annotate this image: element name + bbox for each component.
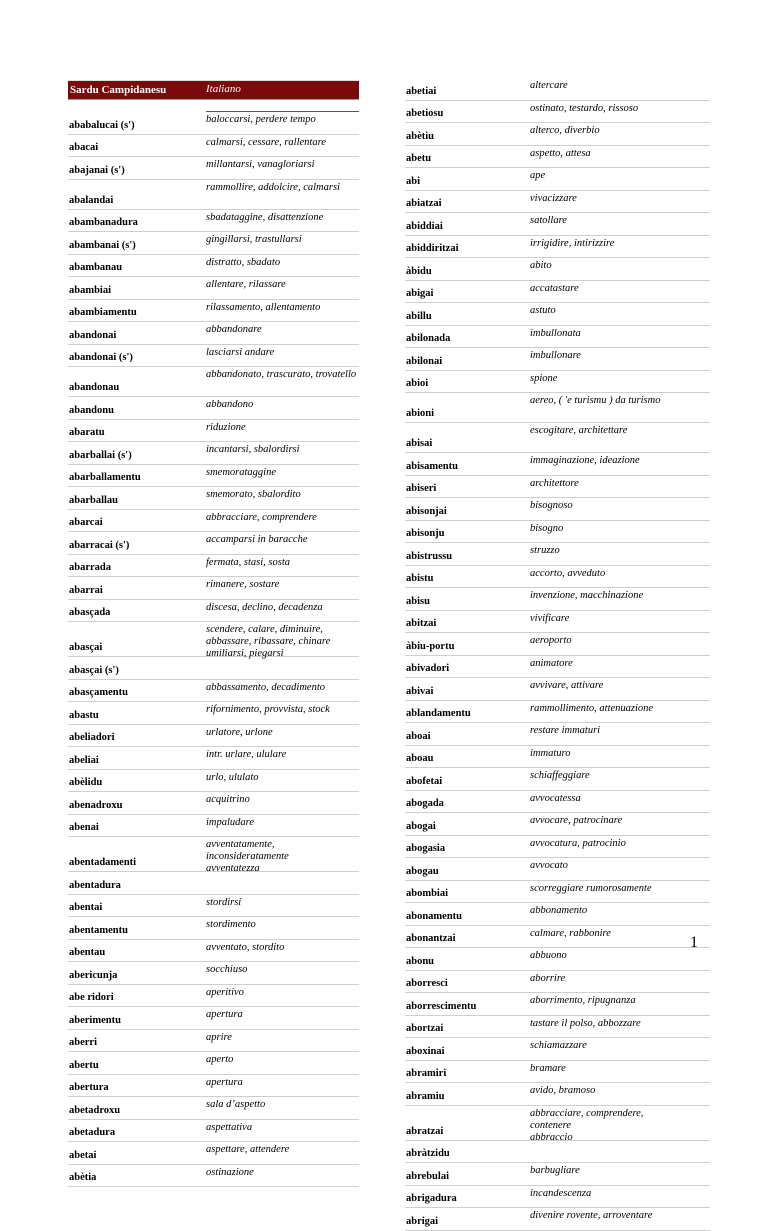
- entry-translation: incantarsi, sbalordirsi: [206, 444, 300, 455]
- dictionary-entry: [68, 1097, 359, 1120]
- dictionary-entry: [405, 566, 710, 589]
- entry-translation: sala d’aspetto: [206, 1099, 266, 1110]
- entry-translation: altercare: [530, 80, 568, 91]
- entry-term: abrebulai: [406, 1170, 449, 1182]
- entry-translation: rifornimento, provvista, stock: [206, 704, 330, 715]
- dictionary-entry: [68, 135, 359, 158]
- entry-translation: socchiuso: [206, 964, 248, 975]
- entry-term: abramiu: [406, 1090, 445, 1102]
- entry-translation: accamparsi in baracche: [206, 534, 308, 545]
- dictionary-entry: [405, 678, 710, 701]
- entry-term: abogai: [406, 820, 436, 832]
- entry-translation: architettore: [530, 477, 579, 489]
- entry-translation: escogitare, architettare: [530, 425, 628, 436]
- entry-term: abistu: [406, 573, 434, 584]
- entry-term: abramiri: [406, 1068, 447, 1079]
- entry-translation: restare immaturi: [530, 725, 601, 736]
- entry-term: abarballamentu: [69, 472, 141, 483]
- entry-translation: stordimento: [206, 919, 256, 930]
- entry-translation: smemorataggine: [206, 466, 276, 478]
- entry-term: abetadroxu: [69, 1104, 121, 1116]
- dictionary-entry: [405, 326, 710, 349]
- dictionary-entry: [405, 281, 710, 304]
- entry-term: abratzai: [406, 1125, 444, 1137]
- entry-term: abioni: [406, 408, 435, 419]
- entry-term: abistrussu: [406, 550, 453, 562]
- entry-translation: abbandonare: [206, 324, 262, 335]
- dictionary-entry: [405, 1061, 710, 1084]
- dictionary-entry: [405, 768, 710, 791]
- entry-translation: aperto: [206, 1054, 234, 1065]
- entry-translation: abbracciare, comprendere, contenere abbraccio: [530, 1107, 644, 1143]
- header-sardinian: Sardu Campidanesu: [70, 84, 167, 96]
- entry-term: abeliai: [69, 754, 99, 766]
- entry-term: abandonu: [69, 404, 114, 416]
- page-number: 1: [690, 934, 698, 951]
- entry-term: ablandamentu: [406, 708, 471, 719]
- entry-translation: vivificare: [530, 612, 570, 624]
- entry-term: aboai: [406, 730, 431, 742]
- entry-translation: rimanere, sostare: [206, 579, 280, 590]
- entry-term: abasçamentu: [69, 687, 128, 698]
- dictionary-entry: [405, 1141, 710, 1164]
- entry-translation: accatastare: [530, 282, 579, 294]
- header-italian: Italiano: [206, 83, 241, 95]
- entry-translation: alterco, diverbio: [530, 125, 600, 136]
- dictionary-entry: [68, 210, 359, 233]
- dictionary-entry: [68, 917, 359, 940]
- entry-term: abogasia: [406, 843, 446, 854]
- entry-term: abrigai: [406, 1215, 439, 1227]
- entry-term: abetadura: [69, 1127, 116, 1138]
- entry-term: abentadamenti: [69, 857, 137, 868]
- entry-term: abisonjai: [406, 505, 447, 517]
- dictionary-entry: [405, 303, 710, 326]
- entry-term: abalandai: [69, 194, 114, 206]
- dictionary-entry: [405, 123, 710, 146]
- entry-translation: ostinazione: [206, 1166, 254, 1178]
- dictionary-entry: [68, 837, 359, 872]
- entry-translation: sbadataggine, disattenzione: [206, 211, 324, 223]
- entry-translation: avvocare, patrocinare: [530, 815, 623, 826]
- entry-term: abrigadura: [406, 1193, 457, 1204]
- dictionary-entry: [68, 747, 359, 770]
- entry-term: abasçada: [69, 607, 111, 618]
- entry-term: abigai: [406, 288, 434, 299]
- dictionary-entry: [68, 940, 359, 963]
- dictionary-entry: [68, 322, 359, 345]
- dictionary-entry: [405, 791, 710, 814]
- entry-term: abivai: [406, 685, 434, 697]
- entry-term: aberri: [69, 1037, 97, 1048]
- dictionary-entry: [405, 1186, 710, 1209]
- entry-term: abambiai: [69, 284, 112, 296]
- dictionary-entry: [68, 465, 359, 488]
- entry-translation: aspettare, attendere: [206, 1144, 290, 1155]
- entry-translation: avido, bramoso: [530, 1085, 596, 1096]
- entry-term: ababalucai (s'): [69, 119, 135, 131]
- entry-translation: discesa, declino, decadenza: [206, 601, 323, 613]
- entry-translation: avventatamente, inconsideratamente avventatezza: [206, 839, 289, 874]
- entry-translation: irrigidire, intirizzire: [530, 237, 615, 249]
- entry-term: aboxinai: [406, 1045, 445, 1057]
- entry-term: abiseri: [406, 483, 437, 494]
- entry-term: aberimentu: [69, 1014, 121, 1026]
- dictionary-entry: [405, 1208, 710, 1231]
- entry-translation: divenire rovente, arroventare: [530, 1210, 653, 1221]
- entry-translation: allentare, rilassare: [206, 279, 286, 290]
- entry-translation: apertura: [206, 1009, 243, 1020]
- entry-term: abisamentu: [406, 460, 458, 472]
- entry-translation: abbonamento: [530, 905, 588, 916]
- entry-term: abiddiritzai: [406, 243, 459, 254]
- entry-term: abeliadori: [69, 732, 115, 743]
- entry-translation: intr. urlare, ululare: [206, 749, 287, 760]
- entry-term: abarballai (s'): [69, 449, 132, 461]
- entry-term: abentau: [69, 947, 106, 958]
- entry-translation: abito: [530, 260, 552, 271]
- dictionary-entry: [405, 168, 710, 191]
- entry-translation: incandescenza: [530, 1187, 592, 1199]
- dictionary-entry: [405, 858, 710, 881]
- dictionary-entry: [405, 521, 710, 544]
- entry-term: abarrai: [69, 584, 103, 596]
- entry-translation: acquitrino: [206, 794, 250, 805]
- entry-term: abofetai: [406, 775, 443, 787]
- entry-term: abastu: [69, 709, 99, 721]
- dictionary-entry: [405, 393, 710, 423]
- dictionary-entry: [68, 622, 359, 657]
- dictionary-entry: [405, 236, 710, 259]
- dictionary-entry: [405, 258, 710, 281]
- entry-translation: bisognoso: [530, 500, 573, 511]
- entry-term: abandonau: [69, 382, 120, 393]
- entry-term: abarracai (s'): [69, 539, 130, 551]
- entry-translation: avvivare, attivare: [530, 680, 604, 691]
- dictionary-entry: [405, 993, 710, 1016]
- entry-term: abentai: [69, 902, 103, 913]
- left-column: [68, 80, 359, 1187]
- entry-translation: avvocatessa: [530, 792, 581, 804]
- dictionary-entry: [405, 423, 710, 453]
- entry-term: abacai: [69, 142, 99, 153]
- entry-term: abambanai (s'): [69, 239, 136, 251]
- entry-term: abentadura: [69, 879, 121, 891]
- entry-translation: imbullonata: [530, 327, 581, 339]
- dictionary-entry: [405, 1083, 710, 1106]
- dictionary-entry: [405, 746, 710, 769]
- dictionary-entry: [68, 442, 359, 465]
- entry-term: abarcai: [69, 517, 103, 528]
- entry-translation: avvocatura, patrocinio: [530, 837, 626, 849]
- dictionary-entry: [68, 397, 359, 420]
- dictionary-entry: [405, 1038, 710, 1061]
- entry-term: abandonai (s'): [69, 352, 133, 363]
- dictionary-entry: [68, 872, 359, 895]
- dictionary-entry: [68, 157, 359, 180]
- dictionary-entry: [405, 498, 710, 521]
- dictionary-entry: [68, 1030, 359, 1053]
- entry-translation: bramare: [530, 1062, 566, 1074]
- dictionary-entry: [68, 702, 359, 725]
- entry-translation: scendere, calare, diminuire, abbassare, ribassare, chinare umiliarsi, piegarsi: [206, 624, 331, 659]
- entry-translation: avventato, stordito: [206, 941, 285, 953]
- dictionary-entry: [405, 453, 710, 476]
- entry-translation: rammollire, addolcire, calmarsi: [206, 181, 340, 193]
- dictionary-entry: [68, 420, 359, 443]
- dictionary-entry: [68, 112, 359, 135]
- entry-term: abentamentu: [69, 924, 128, 936]
- dictionary-entry: [68, 532, 359, 555]
- entry-term: abandonai: [69, 329, 117, 341]
- entry-translation: stordirsi: [206, 896, 242, 908]
- entry-translation: riduzione: [206, 421, 246, 433]
- entry-translation: imbullonare: [530, 350, 581, 361]
- entry-term: abambanadura: [69, 217, 138, 228]
- entry-term: abilonada: [406, 333, 451, 344]
- dictionary-entry: [405, 588, 710, 611]
- dictionary-entry: [405, 701, 710, 724]
- entry-term: abenai: [69, 822, 99, 833]
- dictionary-entry: [68, 577, 359, 600]
- dictionary-entry: [68, 962, 359, 985]
- dictionary-entry: [68, 985, 359, 1008]
- dictionary-entry: [405, 146, 710, 169]
- entry-term: abajanai (s'): [69, 164, 125, 176]
- dictionary-entry: [405, 1163, 710, 1186]
- entry-term: abasçai: [69, 642, 103, 653]
- entry-term: aborresci: [406, 978, 448, 989]
- dictionary-entry: [68, 680, 359, 703]
- dictionary-entry: [405, 633, 710, 656]
- entry-translation: bisogno: [530, 522, 564, 534]
- entry-translation: calmare, rabbonire: [530, 927, 611, 939]
- entry-translation: astuto: [530, 305, 556, 316]
- entry-translation: animatore: [530, 657, 573, 669]
- entry-term: abèlidu: [69, 777, 103, 788]
- entry-term: abisonju: [406, 528, 445, 539]
- entry-translation: distratto, sbadato: [206, 256, 281, 268]
- entry-term: abortzai: [406, 1023, 444, 1034]
- entry-translation: aeroporto: [530, 635, 572, 646]
- entry-term: abambanau: [69, 262, 123, 273]
- entry-term: abericunja: [69, 969, 118, 981]
- entry-translation: abbandonato, trascurato, trovatello: [206, 369, 357, 380]
- entry-translation: calmarsi, cessare, rallentare: [206, 136, 326, 148]
- entry-term: abètia: [69, 1172, 97, 1183]
- entry-term: abertu: [69, 1059, 99, 1071]
- dictionary-entry: [68, 555, 359, 578]
- dictionary-entry: [405, 813, 710, 836]
- entry-term: abonu: [406, 955, 435, 967]
- dictionary-entry: [405, 836, 710, 859]
- dictionary-entry: [405, 371, 710, 394]
- entry-term: abombiai: [406, 888, 449, 899]
- dictionary-entry: [405, 543, 710, 566]
- entry-translation: tastare il polso, abbozzare: [530, 1017, 641, 1029]
- dictionary-entry: [405, 926, 710, 949]
- dictionary-entry: [68, 1075, 359, 1098]
- dictionary-entry: [68, 1165, 359, 1188]
- entry-term: abogada: [406, 798, 444, 809]
- entry-term: abivadori: [406, 663, 450, 674]
- entry-translation: rilassamento, allentamento: [206, 301, 321, 313]
- dictionary-entry: [405, 476, 710, 499]
- dictionary-entry: [405, 1016, 710, 1039]
- entry-translation: abbassamento, decadimento: [206, 681, 325, 693]
- dictionary-entry: [68, 367, 359, 397]
- entry-translation: ape: [530, 170, 546, 181]
- dictionary-entry: [68, 345, 359, 368]
- entry-translation: spione: [530, 372, 558, 384]
- entry-term: abitzai: [406, 618, 437, 629]
- dictionary-entry: [68, 815, 359, 838]
- entry-translation: accorto, avveduto: [530, 567, 606, 579]
- entry-term: abioi: [406, 378, 429, 389]
- entry-translation: satollare: [530, 215, 567, 226]
- entry-translation: baloccarsi, perdere tempo: [206, 114, 316, 125]
- dictionary-entry: [405, 348, 710, 371]
- entry-translation: schiamazzare: [530, 1040, 587, 1051]
- entry-term: abonantzai: [406, 933, 456, 944]
- entry-term: abaratu: [69, 427, 105, 438]
- entry-term: abràtzidu: [406, 1148, 450, 1159]
- entry-translation: abbuono: [530, 950, 567, 961]
- entry-translation: invenzione, macchinazione: [530, 590, 644, 601]
- dictionary-entry: [68, 180, 359, 210]
- dictionary-entry: [405, 948, 710, 971]
- dictionary-entry: [68, 1142, 359, 1165]
- dictionary-entry: [405, 656, 710, 679]
- entry-term: abenadroxu: [69, 799, 123, 811]
- entry-term: àbidu: [406, 265, 432, 277]
- dictionary-entry: [68, 657, 359, 680]
- entry-translation: aperitivo: [206, 986, 244, 998]
- entry-translation: scorreggiare rumorosamente: [530, 882, 652, 894]
- entry-term: abiddiai: [406, 220, 443, 232]
- dictionary-entry: [405, 1106, 710, 1141]
- dictionary-entry: [68, 277, 359, 300]
- entry-translation: impaludare: [206, 816, 255, 828]
- entry-translation: barbugliare: [530, 1165, 580, 1176]
- entry-translation: abbracciare, comprendere: [206, 511, 317, 523]
- entry-term: abiatzai: [406, 198, 442, 209]
- entry-term: abambiamentu: [69, 307, 137, 318]
- entry-translation: aspetto, attesa: [530, 147, 591, 159]
- dictionary-entry: [405, 903, 710, 926]
- entry-translation: aspettativa: [206, 1121, 253, 1133]
- entry-translation: vivacizzare: [530, 192, 577, 204]
- entry-term: àbiu-portu: [406, 640, 455, 652]
- dictionary-entry: [68, 895, 359, 918]
- entry-term: abertura: [69, 1082, 109, 1093]
- dictionary-entry: [68, 792, 359, 815]
- dictionary-entry: [405, 723, 710, 746]
- entry-term: aboau: [406, 753, 434, 764]
- entry-term: abisai: [406, 438, 433, 449]
- dictionary-entry: [68, 1052, 359, 1075]
- header-divider: [206, 100, 359, 112]
- entry-term: abarrada: [69, 562, 111, 573]
- entry-term: abogau: [406, 865, 439, 877]
- dictionary-entry: [68, 725, 359, 748]
- entry-term: abètiu: [406, 130, 435, 142]
- dictionary-entry: [405, 101, 710, 124]
- entry-translation: millantarsi, vanagloriarsi: [206, 159, 315, 170]
- entry-translation: rammollimento, attenuazione: [530, 702, 654, 714]
- dictionary-entry: [68, 600, 359, 623]
- entry-translation: smemorato, sbalordito: [206, 489, 301, 500]
- entry-term: abonamentu: [406, 910, 463, 922]
- entry-translation: aereo, ( 'e turismu ) da turismo: [530, 395, 661, 406]
- entry-translation: fermata, stasi, sosta: [206, 556, 291, 568]
- entry-translation: apertura: [206, 1076, 243, 1088]
- dictionary-entry: [405, 213, 710, 236]
- entry-translation: aborrimento, ripugnanza: [530, 995, 636, 1006]
- entry-term: abilonai: [406, 355, 443, 367]
- entry-term: abetai: [69, 1149, 97, 1161]
- entry-translation: urlatore, urlone: [206, 726, 273, 738]
- dictionary-entry: [405, 191, 710, 214]
- entry-term: abisu: [406, 595, 430, 607]
- dictionary-entry: [68, 255, 359, 278]
- dictionary-entry: [405, 971, 710, 994]
- dictionary-entry: [68, 770, 359, 793]
- entry-translation: immaturo: [530, 747, 571, 759]
- entry-term: abasçai (s'): [69, 664, 119, 676]
- dictionary-entry: [68, 232, 359, 255]
- dictionary-entry: [68, 487, 359, 510]
- entry-translation: abbandono: [206, 399, 254, 410]
- entry-translation: schiaffeggiare: [530, 770, 590, 781]
- entry-translation: ostinato, testardo, rissoso: [530, 102, 639, 114]
- entry-translation: lasciarsi andare: [206, 346, 275, 358]
- table-header: [68, 80, 359, 100]
- entry-translation: avvocato: [530, 860, 568, 871]
- dictionary-entry: [68, 1007, 359, 1030]
- entry-translation: immaginazione, ideazione: [530, 455, 640, 466]
- dictionary-entry: [68, 510, 359, 533]
- entry-term: abarballau: [69, 494, 119, 506]
- entry-term: abe ridori: [69, 992, 114, 1003]
- dictionary-entry: [68, 300, 359, 323]
- entry-term: abillu: [406, 310, 432, 322]
- dictionary-entry: [405, 611, 710, 634]
- entry-term: abetu: [406, 153, 432, 164]
- entry-term: abetiosu: [406, 108, 444, 119]
- entry-translation: aborrire: [530, 972, 566, 984]
- entry-term: abi: [406, 175, 421, 187]
- dictionary-entry: [68, 1120, 359, 1143]
- entry-translation: aprire: [206, 1031, 232, 1043]
- entry-translation: struzzo: [530, 545, 560, 556]
- entry-term: aborrescimentu: [406, 1000, 477, 1012]
- entry-translation: urlo, ululato: [206, 771, 259, 783]
- right-column: [405, 78, 710, 1231]
- entry-term: abetiai: [406, 85, 437, 97]
- dictionary-entry: [405, 78, 710, 101]
- entry-translation: gingillarsi, trastullarsi: [206, 234, 302, 245]
- dictionary-entry: [405, 881, 710, 904]
